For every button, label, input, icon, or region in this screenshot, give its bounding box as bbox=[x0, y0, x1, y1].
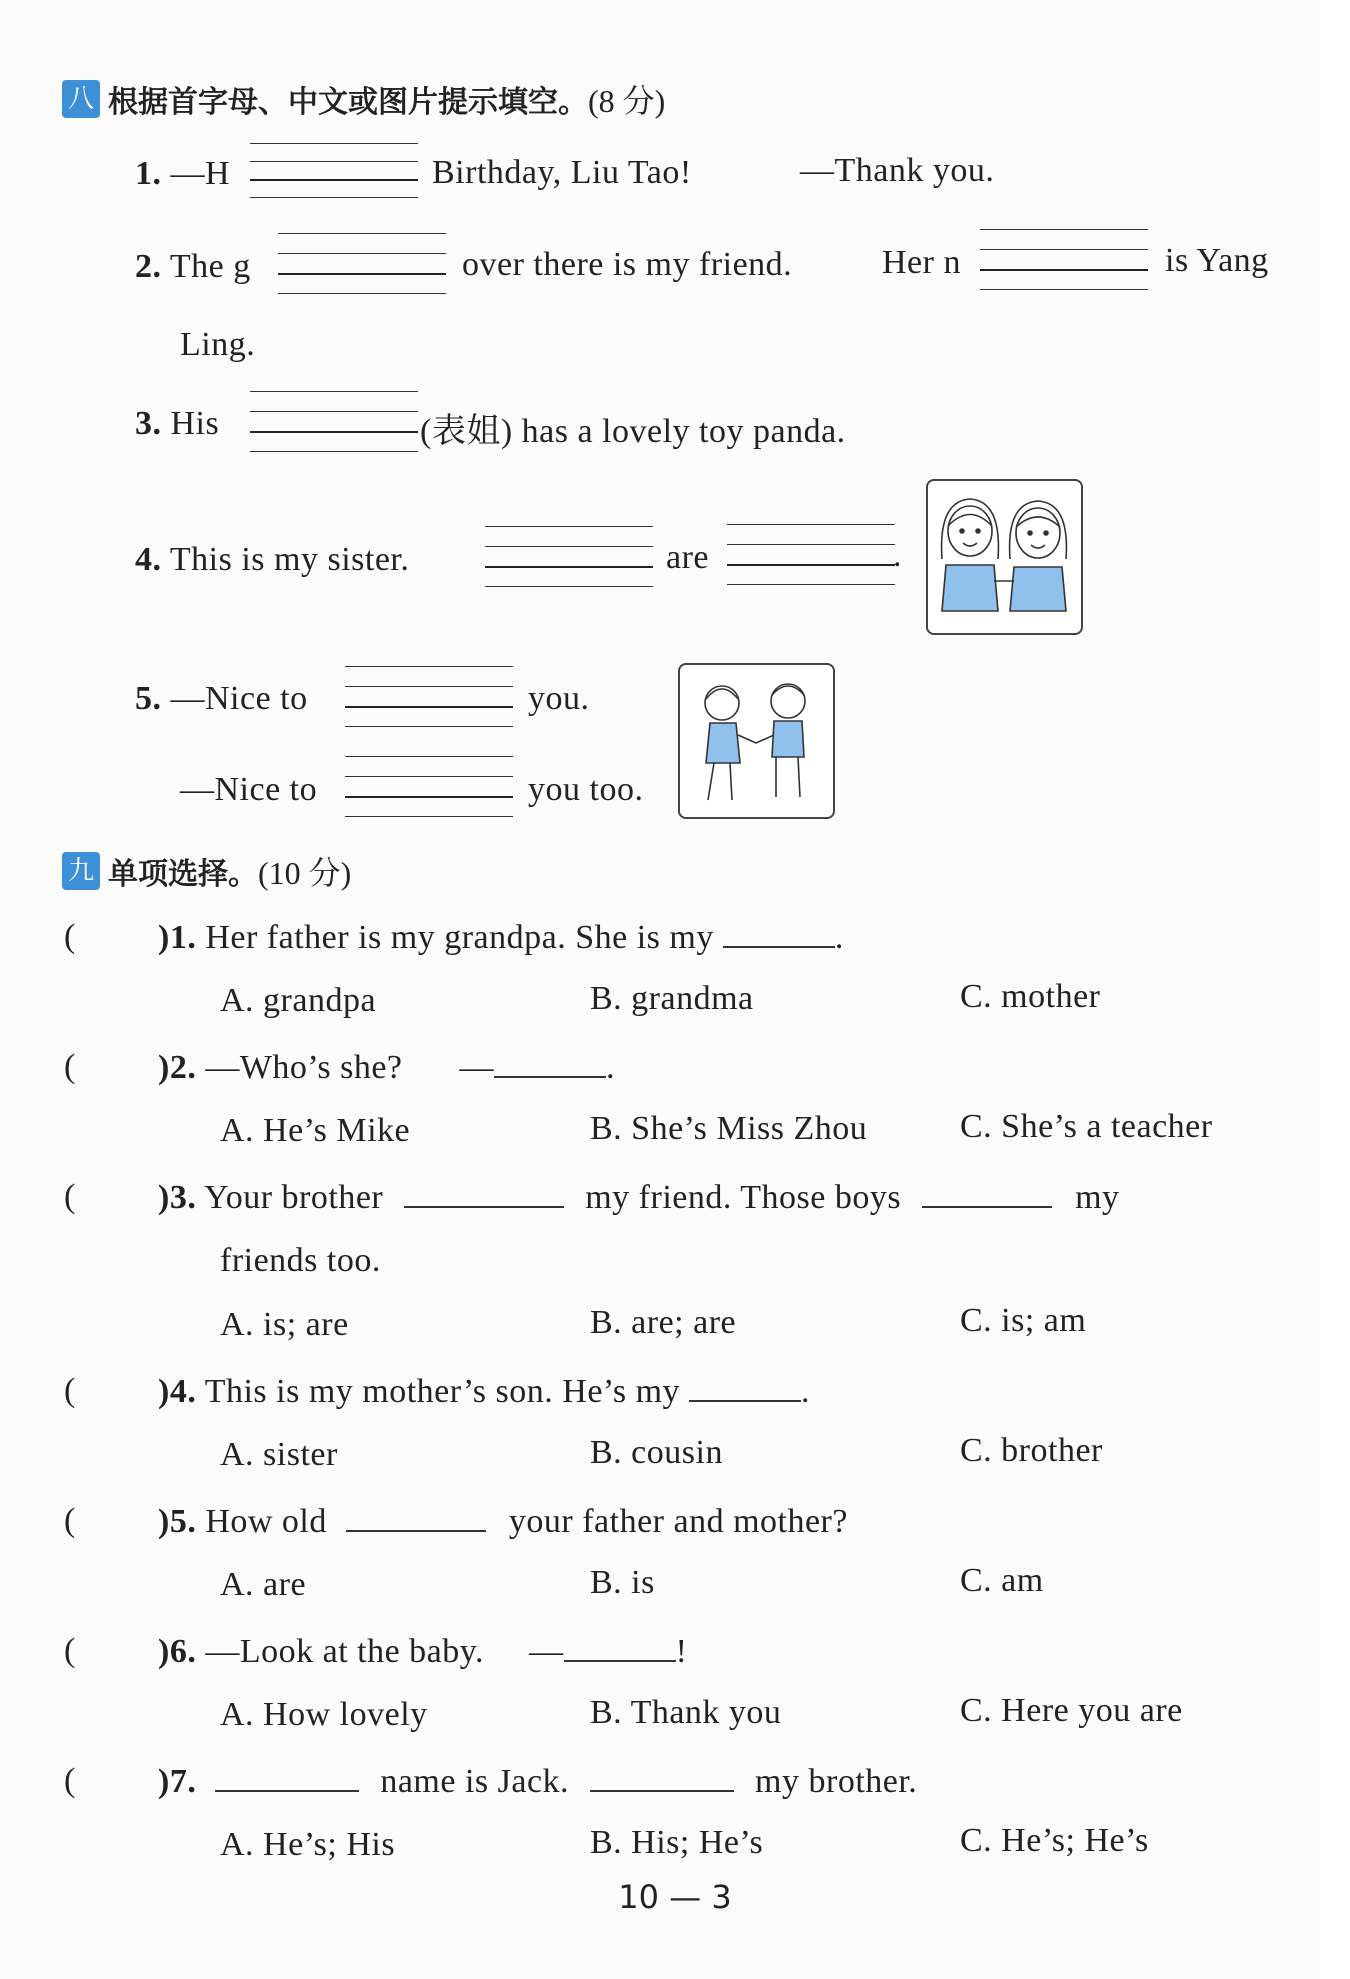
section9-title: 单项选择。 bbox=[108, 857, 258, 892]
answer-paren[interactable]: ( bbox=[64, 918, 76, 955]
option-c[interactable]: C. is; am bbox=[960, 1302, 1087, 1339]
option-b[interactable]: B. is bbox=[590, 1564, 655, 1601]
section8-title: 根据首字母、中文或图片提示填空。 bbox=[108, 85, 588, 120]
option-a[interactable]: A. How lovely bbox=[220, 1696, 428, 1733]
s9-q7 bbox=[158, 1762, 917, 1801]
option-b[interactable]: B. His; He’s bbox=[590, 1824, 764, 1861]
question-number: 3. bbox=[135, 405, 162, 442]
section8-header bbox=[62, 76, 665, 122]
text: This is my sister. bbox=[169, 541, 410, 578]
two-girls-picture bbox=[926, 479, 1083, 635]
s9-q3 bbox=[158, 1178, 1120, 1217]
question-number: )7. bbox=[158, 1763, 197, 1800]
text: my bbox=[1075, 1179, 1120, 1216]
section9-header bbox=[62, 848, 351, 894]
question-number: )1. bbox=[158, 919, 197, 956]
answer-blank[interactable] bbox=[689, 1372, 801, 1402]
text: — bbox=[459, 1049, 495, 1086]
text: over there is my friend. bbox=[462, 246, 793, 283]
option-c[interactable]: C. brother bbox=[960, 1432, 1103, 1469]
s8-q3 bbox=[135, 405, 219, 443]
kids-handshake-illustration bbox=[680, 665, 833, 817]
text: my brother. bbox=[755, 1763, 918, 1800]
section9-badge: 九 bbox=[62, 852, 100, 890]
option-a[interactable]: A. are bbox=[220, 1566, 307, 1603]
text: are bbox=[666, 539, 710, 576]
text: — bbox=[529, 1633, 564, 1670]
answer-blank[interactable] bbox=[922, 1178, 1052, 1208]
question-number: )6. bbox=[158, 1633, 197, 1670]
answer-blank[interactable] bbox=[346, 1502, 486, 1532]
text: your father and mother? bbox=[508, 1503, 848, 1540]
question-number: )5. bbox=[158, 1503, 197, 1540]
option-c[interactable]: C. Here you are bbox=[960, 1692, 1183, 1729]
option-a[interactable]: A. He’s Mike bbox=[220, 1112, 411, 1149]
text: Birthday, Liu Tao! bbox=[432, 154, 692, 191]
question-number: 4. bbox=[135, 541, 162, 578]
text: . bbox=[801, 1373, 811, 1410]
text: Her n bbox=[882, 244, 961, 281]
question-stem: —Look at the baby. bbox=[205, 1633, 485, 1670]
option-c[interactable]: C. mother bbox=[960, 978, 1101, 1015]
option-a[interactable]: A. sister bbox=[220, 1436, 338, 1473]
answer-blank[interactable] bbox=[723, 918, 835, 948]
answer-blank[interactable] bbox=[215, 1762, 359, 1792]
s8-q1 bbox=[135, 155, 230, 193]
s9-q2 bbox=[158, 1048, 615, 1087]
question-number: )2. bbox=[158, 1049, 197, 1086]
option-c[interactable]: C. He’s; He’s bbox=[960, 1822, 1149, 1859]
text: His bbox=[170, 405, 220, 442]
question-stem: Your brother bbox=[204, 1179, 384, 1216]
text: —Nice to bbox=[180, 771, 318, 808]
text: (表姐) has a lovely toy panda. bbox=[420, 413, 846, 450]
option-b[interactable]: B. grandma bbox=[590, 980, 754, 1017]
text: The g bbox=[169, 248, 251, 285]
text: my friend. Those boys bbox=[585, 1179, 902, 1216]
answer-paren[interactable]: ( bbox=[64, 1372, 76, 1409]
question-stem: This is my mother’s son. He’s my bbox=[204, 1373, 681, 1410]
handshake-picture bbox=[678, 663, 835, 819]
answer-blank[interactable] bbox=[404, 1178, 564, 1208]
option-b[interactable]: B. Thank you bbox=[590, 1694, 782, 1731]
text: is Yang bbox=[1165, 242, 1269, 279]
question-stem: —Who’s she? bbox=[205, 1049, 403, 1086]
answer-blank[interactable] bbox=[564, 1632, 676, 1662]
answer-paren[interactable]: ( bbox=[64, 1632, 76, 1669]
s9-q6 bbox=[158, 1632, 687, 1671]
s9-q5 bbox=[158, 1502, 848, 1541]
option-b[interactable]: B. cousin bbox=[590, 1434, 723, 1471]
question-number: 2. bbox=[135, 248, 162, 285]
option-c[interactable]: C. She’s a teacher bbox=[960, 1108, 1213, 1145]
section9-score: (10 分) bbox=[258, 855, 352, 891]
option-a[interactable]: A. is; are bbox=[220, 1306, 349, 1343]
text: . bbox=[606, 1049, 616, 1086]
text: name is Jack. bbox=[380, 1763, 570, 1800]
s9-q4 bbox=[158, 1372, 810, 1411]
s9-q1 bbox=[158, 918, 844, 957]
s8-q5 bbox=[135, 680, 308, 718]
answer-blank[interactable] bbox=[494, 1048, 606, 1078]
question-number: )3. bbox=[158, 1179, 197, 1216]
two-girls-illustration bbox=[928, 481, 1081, 633]
s8-q4 bbox=[135, 541, 409, 579]
option-c[interactable]: C. am bbox=[960, 1562, 1044, 1599]
text: Ling. bbox=[180, 326, 256, 363]
text: —Nice to bbox=[170, 680, 308, 717]
option-a[interactable]: A. grandpa bbox=[220, 982, 377, 1019]
text: . bbox=[893, 537, 902, 574]
answer-paren[interactable]: ( bbox=[64, 1762, 76, 1799]
question-number: 1. bbox=[135, 155, 162, 192]
s8-q2 bbox=[135, 248, 251, 286]
question-stem: How old bbox=[205, 1503, 327, 1540]
page-number: 10 — 3 bbox=[618, 1878, 732, 1916]
option-b[interactable]: B. are; are bbox=[590, 1304, 737, 1341]
section8-score: (8 分) bbox=[588, 83, 666, 119]
text: —Thank you. bbox=[800, 152, 995, 189]
section8-badge: 八 bbox=[62, 80, 100, 118]
text: —H bbox=[170, 155, 231, 192]
text: ! bbox=[675, 1633, 688, 1670]
option-b[interactable]: B. She’s Miss Zhou bbox=[590, 1110, 868, 1147]
text: . bbox=[834, 919, 844, 956]
text: you too. bbox=[528, 771, 644, 808]
question-stem-continued: friends too. bbox=[220, 1242, 381, 1279]
question-number: )4. bbox=[158, 1373, 197, 1410]
text: you. bbox=[528, 680, 590, 717]
question-number: 5. bbox=[135, 680, 162, 717]
question-stem: Her father is my grandpa. She is my bbox=[205, 919, 714, 956]
answer-paren[interactable]: ( bbox=[64, 1048, 76, 1085]
answer-paren[interactable]: ( bbox=[64, 1502, 76, 1539]
option-a[interactable]: A. He’s; His bbox=[220, 1826, 396, 1863]
answer-blank[interactable] bbox=[590, 1762, 734, 1792]
answer-paren[interactable]: ( bbox=[64, 1178, 76, 1215]
